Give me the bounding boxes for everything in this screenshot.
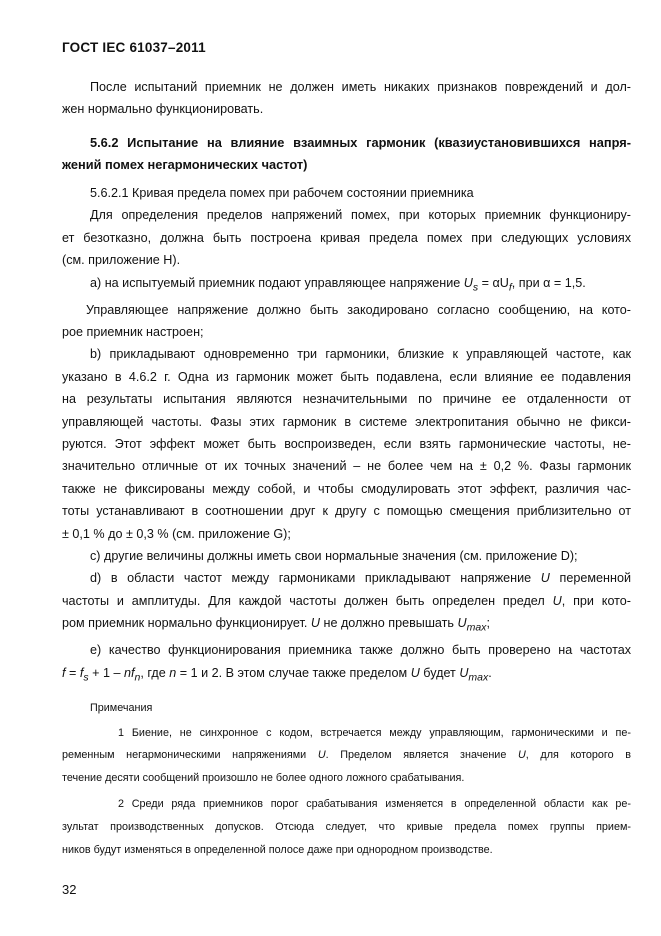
section-title-line-1: 5.6.2 Испытание на влияние взаимных гармоник (квазиустановившихся напря-: [90, 135, 631, 150]
item-d-line-2: [62, 590, 631, 612]
item-d-line-1: [62, 567, 631, 589]
item-e-u: U: [410, 665, 420, 680]
item-d-l1-post: переменной: [549, 571, 631, 586]
note1-l2-pre: ременным негармоническими напряжениями: [62, 749, 318, 762]
para2-line-2: рое приемник настроен;: [62, 324, 204, 339]
item-e-n-2: n: [169, 665, 177, 680]
note1-line-2: [62, 744, 631, 767]
note1-line-1: 1 Биение, не синхронное с кодом, встречается между управляющим, гармоническими и пе-: [118, 726, 631, 739]
item-b-line-3: на результаты испытания являются незначительными по причине ее отдаленности от: [62, 392, 631, 407]
note2-line-1: 2 Среди ряда приемников порог срабатывания изменяется в определенной области как ре-: [118, 798, 631, 811]
item-e-umax-sub: max: [468, 671, 489, 684]
item-b-line-1: b) прикладывают одновременно три гармоники, близкие к управляющей частоте, как: [90, 347, 631, 362]
page-header: ГОСТ IEC 61037–2011: [62, 40, 206, 55]
item-a-u: U: [463, 275, 473, 290]
item-e-line-1: е) качество функционирования приемника также должно быть проверено на частотах: [90, 643, 631, 658]
body-text: [62, 182, 631, 688]
item-e-will: будет: [419, 665, 460, 680]
note1-l2-post: , для которого в: [525, 749, 631, 762]
intro-line-2: жен нормально функционировать.: [62, 102, 264, 117]
item-b-line-6: значительно отличные от их точных значений – не более чем на ± 0,2 %. Фазы гармоник: [62, 459, 631, 474]
item-d-l2-pre: частоты и амплитуды. Для каждой частоты должен быть определен предел: [62, 593, 553, 608]
item-e-fn-sub: n: [134, 671, 141, 684]
item-e-plus: + 1 –: [88, 665, 124, 680]
item-e-eq: =: [65, 665, 80, 680]
notes-title: Примечания: [90, 702, 153, 714]
item-e-fs: f: [79, 665, 84, 680]
note1-l2-mid: . Пределом является значение: [325, 749, 518, 762]
item-e-end: .: [488, 665, 492, 680]
item-d-u-3: U: [310, 616, 320, 631]
notes-block: [62, 697, 631, 861]
subsection-title: 5.6.2.1 Кривая предела помех при рабочем состоянии приемника: [90, 186, 474, 200]
item-e-fs-sub: s: [83, 671, 89, 684]
note2-line-2: зультат производственных допусков. Отсюда следует, что кривые предела помех группы прием-: [62, 820, 631, 833]
para2-line-1: Управляющее напряжение должно быть закодировано согласно сообщению, на кото-: [86, 302, 631, 317]
page-number: 32: [62, 882, 77, 897]
item-d-l2-post: , при кото-: [561, 593, 632, 608]
item-e-mid: , где: [140, 665, 170, 680]
item-e-umax: U: [459, 665, 469, 680]
item-e-line-2: [62, 662, 631, 689]
section-title-line-2: жений помех негармонических частот): [62, 157, 308, 173]
item-d-umax-sub: max: [466, 621, 487, 634]
item-a-eq: = αU: [478, 275, 509, 290]
item-e-n: n: [123, 665, 131, 680]
item-e-post: = 1 и 2. В этом случае также пределом: [176, 665, 411, 680]
item-d-line-3: [62, 612, 631, 639]
item-a: [62, 272, 631, 299]
item-d-l3-mid: не должно превышать: [319, 616, 458, 631]
intro-paragraph: [62, 76, 631, 121]
item-b-line-8: тоты устанавливают в соотношении друг к другу с помощью смещения приблизительно от: [62, 504, 631, 519]
item-d-umax: U: [457, 616, 467, 631]
item-a-sub-s: s: [472, 281, 479, 294]
item-a-sub-f: f: [508, 281, 512, 294]
item-d-u: U: [540, 571, 550, 586]
item-b-line-2: указано в 4.6.2 г. Одна из гармоник может быть подавлена, если влияние ее подавления: [62, 369, 631, 384]
item-b-line-7: также не фиксированы между собой, и чтобы смодулировать этот эффект, различия час-: [62, 481, 631, 496]
item-d-l3-pre: ром приемник нормально функционирует.: [62, 616, 311, 631]
note1-line-3: течение десяти сообщений произошло не более одного ложного срабатывания.: [62, 771, 465, 784]
item-d-u-2: U: [552, 593, 562, 608]
note1-u: U: [317, 749, 326, 762]
para1-line-1: Для определения пределов напряжений помех, при которых приемник функциониру-: [90, 208, 631, 223]
para1-line-3: (см. приложение Н).: [62, 253, 181, 268]
item-e-f: f: [62, 665, 66, 680]
item-b-line-9: ± 0,1 % до ± 0,3 % (см. приложение G);: [62, 526, 291, 541]
note2-line-3: ников будут изменяться в определенной полосе даже при однородном производстве.: [62, 843, 493, 856]
note1-u-2: U: [517, 749, 526, 762]
item-d-l3-post: ;: [486, 616, 490, 631]
item-e-fn: f: [130, 665, 135, 680]
item-b-line-5: руются. Этот эффект может быть воспроизведен, если взять гармонические частоты, не-: [62, 436, 631, 451]
item-a-text: а) на испытуемый приемник подают управляющее напряжение: [90, 275, 464, 290]
item-a-post: , при α = 1,5.: [511, 275, 586, 290]
intro-line-1: После испытаний приемник не должен иметь никаких признаков повреждений и дол-: [90, 80, 631, 94]
item-d-l1-pre: d) в области частот между гармониками прикладывают напряжение: [90, 571, 541, 586]
item-b-line-4: управляющей частоты. Фазы этих гармоник в системе электропитания обычно не фикси-: [62, 414, 631, 429]
section-heading: [62, 132, 631, 177]
para1-line-2: ет безотказно, должна быть построена кривая предела помех при следующих условиях: [62, 230, 631, 245]
item-c: с) другие величины должны иметь свои нормальные значения (см. приложение D);: [90, 549, 578, 564]
